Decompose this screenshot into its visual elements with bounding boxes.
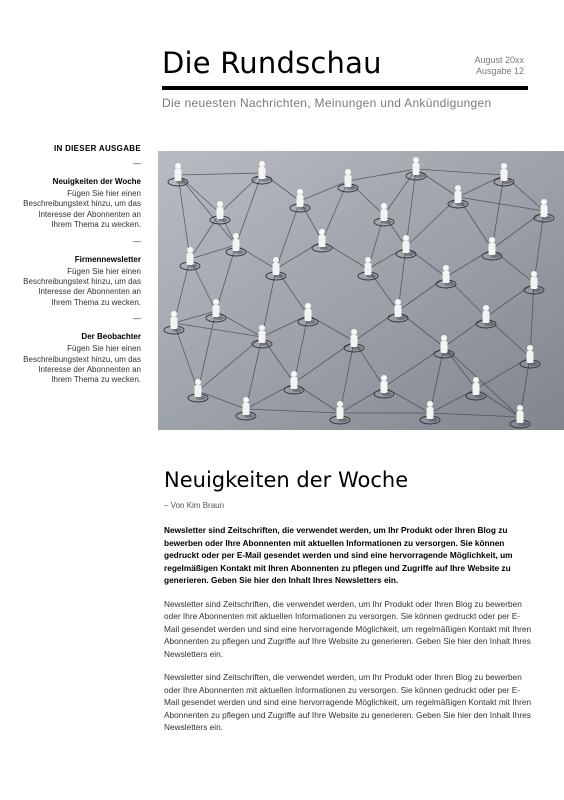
sidebar-item-title: Firmennewsletter [74, 254, 141, 264]
tagline: Die neuesten Nachrichten, Meinungen und Ankündigungen [162, 96, 492, 110]
sidebar-item-description: Fügen Sie hier einen Beschreibungstext hinzu, um das Interesse der Abonnenten an Ihrem Thema zu wecken. [23, 344, 141, 385]
sidebar-heading: IN DIESER AUSGABE [53, 144, 141, 153]
sidebar-item-title: Neuigkeiten der Woche [52, 177, 141, 186]
article-paragraph: Newsletter sind Zeitschriften, die verwendet werden, um Ihr Produkt oder Ihren Blog zu bewerben oder Ihre Abonnenten mit aktuellen Informationen zu versorgen. Sie können gedruckt oder per E-Mail gesendet werden und sind eine hervorragende Möglichkeit, um regelmäßigen Kontakt mit Ihren Abonnenten zu pflegen und Zugriffe auf Ihre Website zu generieren. Geben Sie hier den Inhalt Ihres Newsletters ein. [164, 598, 532, 659]
article-title: Neuigkeiten der Woche [164, 468, 409, 492]
issue-number: Ausgabe 12 [475, 66, 524, 76]
sidebar-item[interactable] [22, 332, 141, 386]
sidebar-item-description: Fügen Sie hier einen Beschreibungstext hinzu, um das Interesse der Abonnenten an Ihrem Thema zu wecken. [23, 266, 141, 307]
article-paragraph: Newsletter sind Zeitschriften, die verwendet werden, um Ihr Produkt oder Ihren Blog zu bewerben oder Ihre Abonnenten mit aktuellen Informationen zu versorgen. Sie können gedruckt oder per E-Mail gesendet werden und sind eine hervorragende Möglichkeit, um regelmäßigen Kontakt mit Ihren Abonnenten zu pflegen und Zugriffe auf Ihre Website zu generieren. Geben Sie hier den Inhalt Ihres Newsletters ein. [164, 672, 532, 732]
newsletter-title: Die Rundschau [162, 46, 382, 80]
sidebar-contents [22, 144, 141, 386]
network-image [158, 151, 564, 430]
masthead-rule [162, 86, 528, 90]
network-illustration [158, 151, 564, 430]
sidebar-item-title: Der Beobachter [81, 332, 141, 342]
sidebar-item[interactable] [22, 177, 141, 231]
separator: — [133, 236, 141, 246]
separator: — [133, 159, 141, 168]
issue-date: August 20xx [474, 55, 524, 65]
article-byline: – Von Kim Braun [164, 501, 225, 510]
main-article [164, 467, 532, 734]
issue-info [474, 55, 524, 77]
sidebar-item-description: Fügen Sie hier einen Beschreibungstext hinzu, um das Interesse der Abonnenten an Ihrem Thema zu wecken. [23, 189, 141, 230]
article-lead: Newsletter sind Zeitschriften, die verwendet werden, um Ihr Produkt oder Ihren Blog zu bewerben oder Ihre Abonnenten mit aktuellen Informationen zu versorgen. Sie können gedruckt oder per E-Mail gesendet werden und sind eine hervorragende Möglichkeit, um regelmäßigen Kontakt mit Ihren Abonnenten zu pflegen und Zugriffe auf Ihre Website zu generieren. Geben Sie hier den Inhalt Ihres Newsletters ein. [164, 525, 513, 585]
sidebar-item[interactable] [22, 255, 141, 309]
separator: — [133, 314, 141, 324]
